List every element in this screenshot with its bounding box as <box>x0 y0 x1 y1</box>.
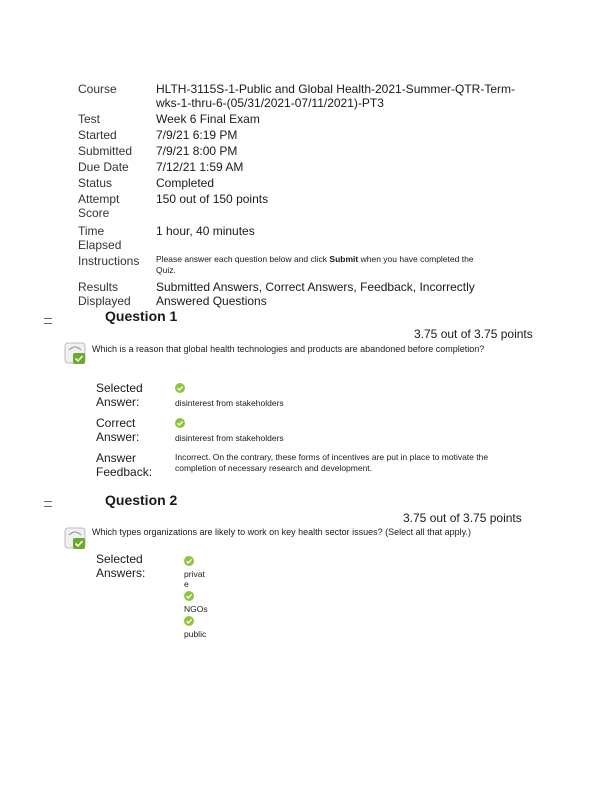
selected-label-line2: Answer: <box>96 395 140 409</box>
question-1-title: Question 1 <box>105 308 178 324</box>
test-label: Test <box>78 112 101 126</box>
question-2-title: Question 2 <box>105 492 178 508</box>
results-displayed-value: Submitted Answers, Correct Answers, Feedback, Incorrectly Answered Questions <box>156 280 475 308</box>
attempt-label-line2: Score <box>78 206 110 220</box>
correct-label-line1: Correct <box>96 416 136 430</box>
selected-answers-list-q2 <box>184 556 208 641</box>
time-elapsed-label <box>78 224 156 254</box>
test-value: Week 6 Final Exam <box>156 112 260 126</box>
instructions-label: Instructions <box>78 254 140 268</box>
instructions-text: Please answer each question below and click <box>156 254 330 264</box>
collapse-toggle-q2[interactable] <box>44 501 52 502</box>
list-item <box>184 616 208 639</box>
feedback-label-line1: Answer <box>96 451 137 465</box>
submitted-label: Submitted <box>78 144 133 158</box>
check-icon <box>175 418 185 428</box>
attempt-score-value: 150 out of 150 points <box>156 192 269 206</box>
correct-answer-label-q1 <box>96 416 139 444</box>
question-1-score: 3.75 out of 3.75 points <box>414 327 533 341</box>
instructions-bold: Submit <box>329 254 359 264</box>
list-item <box>184 591 208 614</box>
due-date-value: 7/12/21 1:59 AM <box>156 160 244 174</box>
results-label-line2: Displayed <box>78 294 131 308</box>
check-icon <box>175 383 185 393</box>
instructions-value <box>156 254 476 280</box>
due-date-label: Due Date <box>78 160 129 174</box>
selected-label-line1: Selected <box>96 381 143 395</box>
answer-text: public <box>184 629 207 639</box>
feedback-label-line2: Feedback: <box>96 465 153 479</box>
answer-text: private <box>184 569 205 589</box>
status-value: Completed <box>156 176 215 190</box>
check-icon <box>184 591 194 601</box>
list-item <box>184 556 208 589</box>
selected-answer-label-q1 <box>96 381 143 409</box>
status-label: Status <box>78 176 113 190</box>
question-1-text: Which is a reason that global health technologies and products are abandoned before completion? <box>92 344 485 354</box>
collapse-toggle-q1[interactable] <box>44 318 52 319</box>
time-label-line1: Time <box>78 224 105 238</box>
time-label-line2: Elapsed <box>78 238 122 252</box>
instructions-text-end: when you have completed the Quiz. <box>156 254 474 275</box>
answer-feedback-label-q1 <box>96 451 152 479</box>
selected-label-line1: Selected <box>96 552 143 566</box>
correct-label-line2: Answer: <box>96 430 140 444</box>
question-2-score: 3.75 out of 3.75 points <box>403 511 522 525</box>
question-status-icon <box>64 342 86 364</box>
selected-answers-label-q2 <box>96 552 145 580</box>
question-status-icon <box>64 527 86 549</box>
check-icon <box>184 556 194 566</box>
submitted-value: 7/9/21 8:00 PM <box>156 144 238 158</box>
course-value: HLTH-3115S-1-Public and Global Health-2021-Summer-QTR-Term-wks-1-thru-6-(05/31/2021-07/11/2021)-PT3 <box>156 82 516 110</box>
test-summary <box>78 82 526 310</box>
started-label: Started <box>78 128 117 142</box>
check-icon <box>184 616 194 626</box>
results-label-line1: Results <box>78 280 119 294</box>
correct-answer-q1: disinterest from stakeholders <box>175 433 284 443</box>
selected-answer-q1: disinterest from stakeholders <box>175 398 284 408</box>
answer-feedback-q1: Incorrect. On the contrary, these forms of incentives are put in place to motivate the completion of necessary research and development. <box>175 452 489 473</box>
started-value: 7/9/21 6:19 PM <box>156 128 238 142</box>
course-label: Course <box>78 82 117 96</box>
selected-label-line2: Answers: <box>96 566 146 580</box>
attempt-label-line1: Attempt <box>78 192 120 206</box>
question-2-text: Which types organizations are likely to work on key health sector issues? (Select all that apply.) <box>92 527 472 537</box>
answer-text: NGOs <box>184 604 208 614</box>
results-displayed-label <box>78 280 156 310</box>
attempt-score-label <box>78 192 156 224</box>
time-elapsed-value: 1 hour, 40 minutes <box>156 224 255 238</box>
